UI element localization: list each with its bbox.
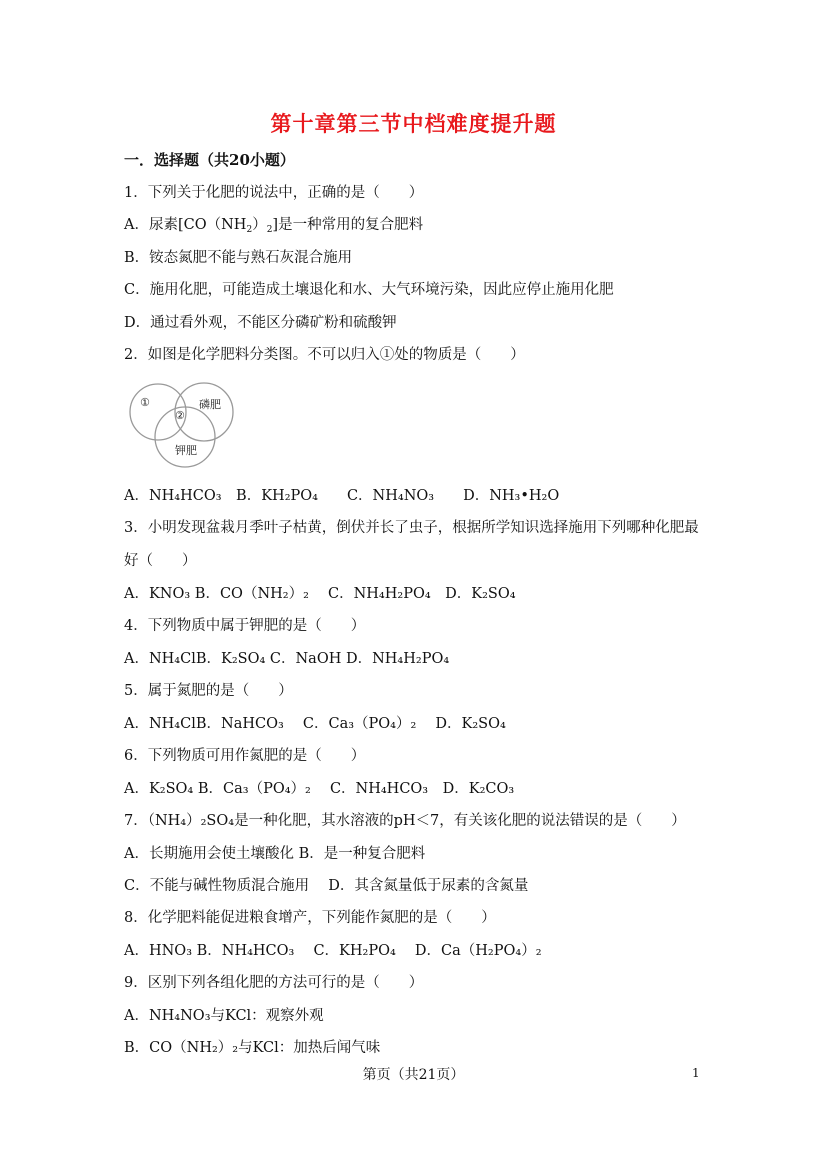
- q3-options: A．KNO₃ B．CO（NH₂）₂ C．NH₄H₂PO₄ D．K₂SO₄: [124, 586, 516, 602]
- q8-options: A．HNO₃ B．NH₄HCO₃ C．KH₂PO₄ D．Ca（H₂PO₄）₂: [124, 943, 542, 959]
- venn-circle-bottom: [155, 407, 215, 467]
- q2-stem: 2．如图是化学肥料分类图。不可以归入①处的物质是（ ）: [124, 347, 525, 363]
- q5-stem: 5．属于氮肥的是（ ）: [124, 683, 293, 699]
- q4-options: A．NH₄ClB．K₂SO₄ C．NaOH D．NH₄H₂PO₄: [124, 651, 450, 667]
- section-heading: 一．选择题（共20小题）: [124, 151, 295, 169]
- q3-stem-line1: 3．小明发现盆栽月季叶子枯黄，倒伏并长了虫子，根据所学知识选择施用下列哪种化肥最: [124, 520, 699, 536]
- venn-label-potash: 钾肥: [175, 444, 197, 457]
- page-number: 1: [692, 1066, 700, 1080]
- q1-option-a: A．尿素$[CO(NH_2)_2]$是一种常用的复合肥料: [124, 217, 424, 235]
- q9-stem: 9．区别下列各组化肥的方法可行的是（ ）: [124, 975, 424, 991]
- q1-option-b: B．铵态氮肥不能与熟石灰混合施用: [124, 250, 353, 266]
- q2-options: A．NH₄HCO₃ B．KH₂PO₄ C．NH₄NO₃ D．NH₃•H₂O: [124, 488, 560, 504]
- q7-options-cd: C．不能与碱性物质混合施用 D．其含氮量低于尿素的含氮量: [124, 878, 529, 894]
- q6-options: A．K₂SO₄ B．Ca₃（PO₄）₂ C．NH₄HCO₃ D．K₂CO₃: [124, 781, 515, 797]
- venn-label-phosphate: 磷肥: [199, 398, 221, 411]
- q1-stem: 1．下列关于化肥的说法中，正确的是（ ）: [124, 185, 424, 201]
- q1-option-c: C．施用化肥，可能造成土壤退化和水、大气环境污染，因此应停止施用化肥: [124, 282, 614, 298]
- venn-label-1: ①: [140, 396, 150, 409]
- venn-label-2: ②: [175, 409, 185, 422]
- page-footer: 第页（共21页）: [362, 1067, 465, 1083]
- q5-options: A．NH₄ClB．NaHCO₃ C．Ca₃（PO₄）₂ D．K₂SO₄: [124, 716, 506, 732]
- q7-stem: 7．（NH₄）₂SO₄是一种化肥，其水溶液的pH＜7，有关该化肥的说法错误的是（ ）: [124, 813, 686, 829]
- q7-options-ab: A．长期施用会使土壤酸化 B．是一种复合肥料: [124, 846, 426, 862]
- fertilizer-venn-diagram: [120, 382, 245, 468]
- q1-option-d: D．通过看外观，不能区分磷矿粉和硫酸钾: [124, 315, 397, 331]
- q4-stem: 4．下列物质中属于钾肥的是（ ）: [124, 618, 366, 634]
- q8-stem: 8．化学肥料能促进粮食增产，下列能作氮肥的是（ ）: [124, 910, 496, 926]
- page-title: 第十章第三节中档难度提升题: [270, 111, 557, 136]
- q9-option-a: A．NH₄NO₃与KCl：观察外观: [124, 1008, 324, 1024]
- q6-stem: 6．下列物质可用作氮肥的是（ ）: [124, 748, 366, 764]
- q9-option-b: B．CO（NH₂）₂与KCl：加热后闻气味: [124, 1040, 381, 1056]
- q3-stem-line2: 好（ ）: [124, 553, 197, 569]
